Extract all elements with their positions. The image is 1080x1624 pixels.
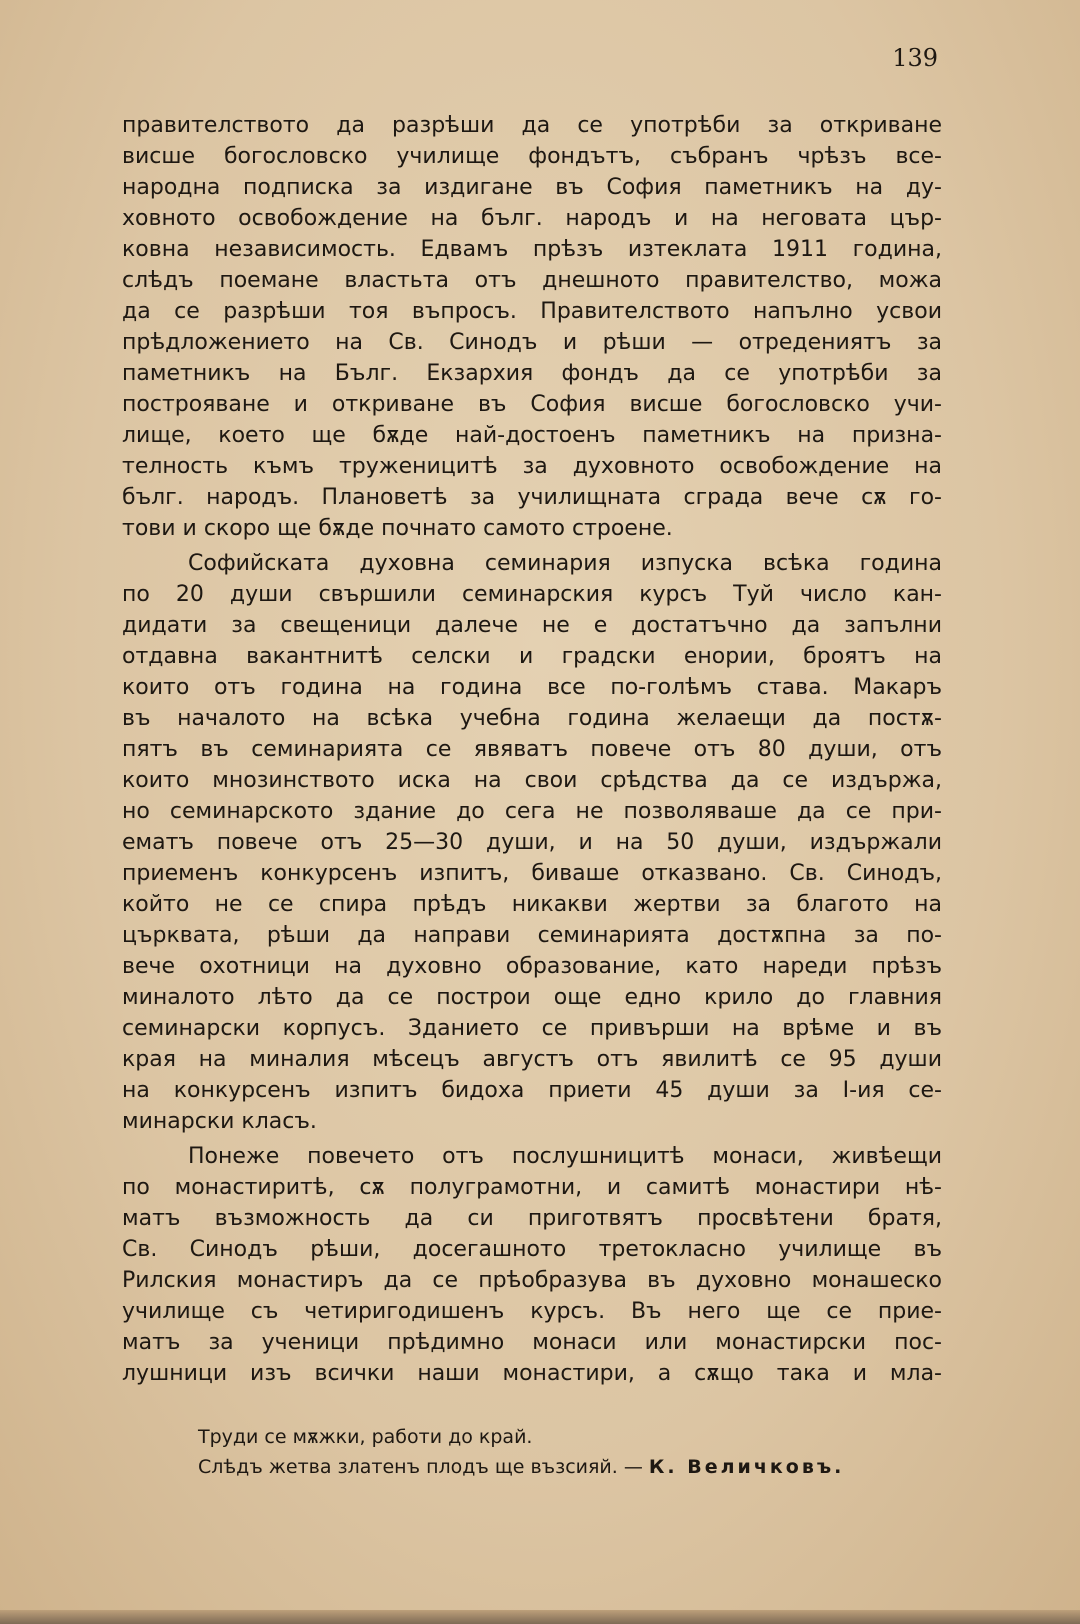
text-line: края на миналия мѣсецъ августъ отъ явилитѣ се 95 души xyxy=(122,1047,942,1072)
text-line: които отъ година на година все по-голѣмъ става. Макаръ xyxy=(122,675,942,700)
text-line: семинарски корпусъ. Зданието се привърши на врѣме и въ xyxy=(122,1016,942,1041)
text-line: лище, което ще бѫде най-достоенъ паметникъ на призна- xyxy=(122,423,942,448)
text-line: но семинарското здание до сега не позволяваше да се при- xyxy=(122,799,942,824)
text-line: слѣдъ поемане властьта отъ днешното правителство, можа xyxy=(122,268,942,293)
paragraph-3 xyxy=(122,1141,942,1389)
body-text xyxy=(122,110,942,1389)
text-line: ковна независимость. Едвамъ прѣзъ изтеклата 1911 година, xyxy=(122,237,942,262)
text-line: тови и скоро ще бѫде почнато самото строене. xyxy=(122,516,673,541)
text-line: ховното освобождение на бълг. народъ и на неговата цър- xyxy=(122,206,942,231)
text-line: матъ за ученици прѣдимно монаси или монастирски пос- xyxy=(122,1330,942,1355)
text-line: по монастиритѣ, сѫ полуграмотни, и самитѣ монастири нѣ- xyxy=(122,1175,942,1200)
text-line: да се разрѣши тоя въпросъ. Правителството напълно усвои xyxy=(122,299,942,324)
page-number: 139 xyxy=(892,44,938,72)
text-line: миналото лѣто да се построи още едно крило до главния xyxy=(122,985,942,1010)
text-line: Понеже повечето отъ послушницитѣ монаси, живѣещи xyxy=(188,1144,942,1169)
text-line: приеменъ конкурсенъ изпитъ, биваше отказвано. Св. Синодъ, xyxy=(122,861,942,886)
epigraph-line-1: Труди се мѫжки, работи до край. xyxy=(198,1426,533,1448)
paragraph-2 xyxy=(122,548,942,1137)
text-line: построяване и откриване въ София висше богословско учи- xyxy=(122,392,942,417)
epigraph-author: К. Величковъ. xyxy=(648,1456,845,1478)
text-line: училище съ четиригодишенъ курсъ. Въ него ще се прие- xyxy=(122,1299,942,1324)
text-line: дидати за свещеници далече не е достатъчно да запълни xyxy=(122,613,942,638)
epigraph-line-2-text: Слѣдъ жетва златенъ плодъ ще възсияй. — xyxy=(198,1456,643,1478)
text-line: матъ възможность да си приготвятъ просвѣтени братя, xyxy=(122,1206,942,1231)
text-line: минарски класъ. xyxy=(122,1109,317,1134)
page-bottom-edge xyxy=(0,1610,1080,1624)
text-line: отдавна вакантнитѣ селски и градски енории, броятъ на xyxy=(122,644,942,669)
text-line: прѣдложението на Св. Синодъ и рѣши — отредениятъ за xyxy=(122,330,942,355)
text-line: ематъ повече отъ 25—30 души, и на 50 души, издържали xyxy=(122,830,942,855)
text-line: на конкурсенъ изпитъ бидоха приети 45 души за I-ия се- xyxy=(122,1078,942,1103)
text-line: който не се спира прѣдъ никакви жертви за благото на xyxy=(122,892,942,917)
text-line: Рилския монастиръ да се прѣобразува въ духовно монашеско xyxy=(122,1268,942,1293)
epigraph xyxy=(198,1422,844,1482)
paragraph-1 xyxy=(122,110,942,544)
text-line: пятъ въ семинарията се явяватъ повече отъ 80 души, отъ xyxy=(122,737,942,762)
text-line: Св. Синодъ рѣши, досегашното третокласно училище въ xyxy=(122,1237,942,1262)
text-line: които мнозинството иска на свои срѣдства да се издържа, xyxy=(122,768,942,793)
text-line: Софийската духовна семинария изпуска всѣка година xyxy=(188,551,942,576)
text-line: висше богословско училище фондътъ, събранъ чрѣзъ все- xyxy=(122,144,942,169)
text-line: църквата, рѣши да направи семинарията достѫпна за по- xyxy=(122,923,942,948)
text-line: въ началото на всѣка учебна година желаещи да постѫ- xyxy=(122,706,942,731)
text-line: телность къмъ труженицитѣ за духовното освобождение на xyxy=(122,454,942,479)
text-line: народна подписка за издигане въ София паметникъ на ду- xyxy=(122,175,942,200)
text-line: вече охотници на духовно образование, като нареди прѣзъ xyxy=(122,954,942,979)
text-line: бълг. народъ. Плановетѣ за училищната сграда вече сѫ го- xyxy=(122,485,942,510)
text-line: по 20 души свършили семинарския курсъ Туй число кан- xyxy=(122,582,942,607)
text-line: паметникъ на Бълг. Екзархия фондъ да се употрѣби за xyxy=(122,361,942,386)
text-line: лушници изъ всички наши монастири, а сѫщо така и мла- xyxy=(122,1361,942,1386)
text-line: правителството да разрѣши да се употрѣби за откриване xyxy=(122,113,942,138)
epigraph-line-2 xyxy=(198,1452,844,1482)
